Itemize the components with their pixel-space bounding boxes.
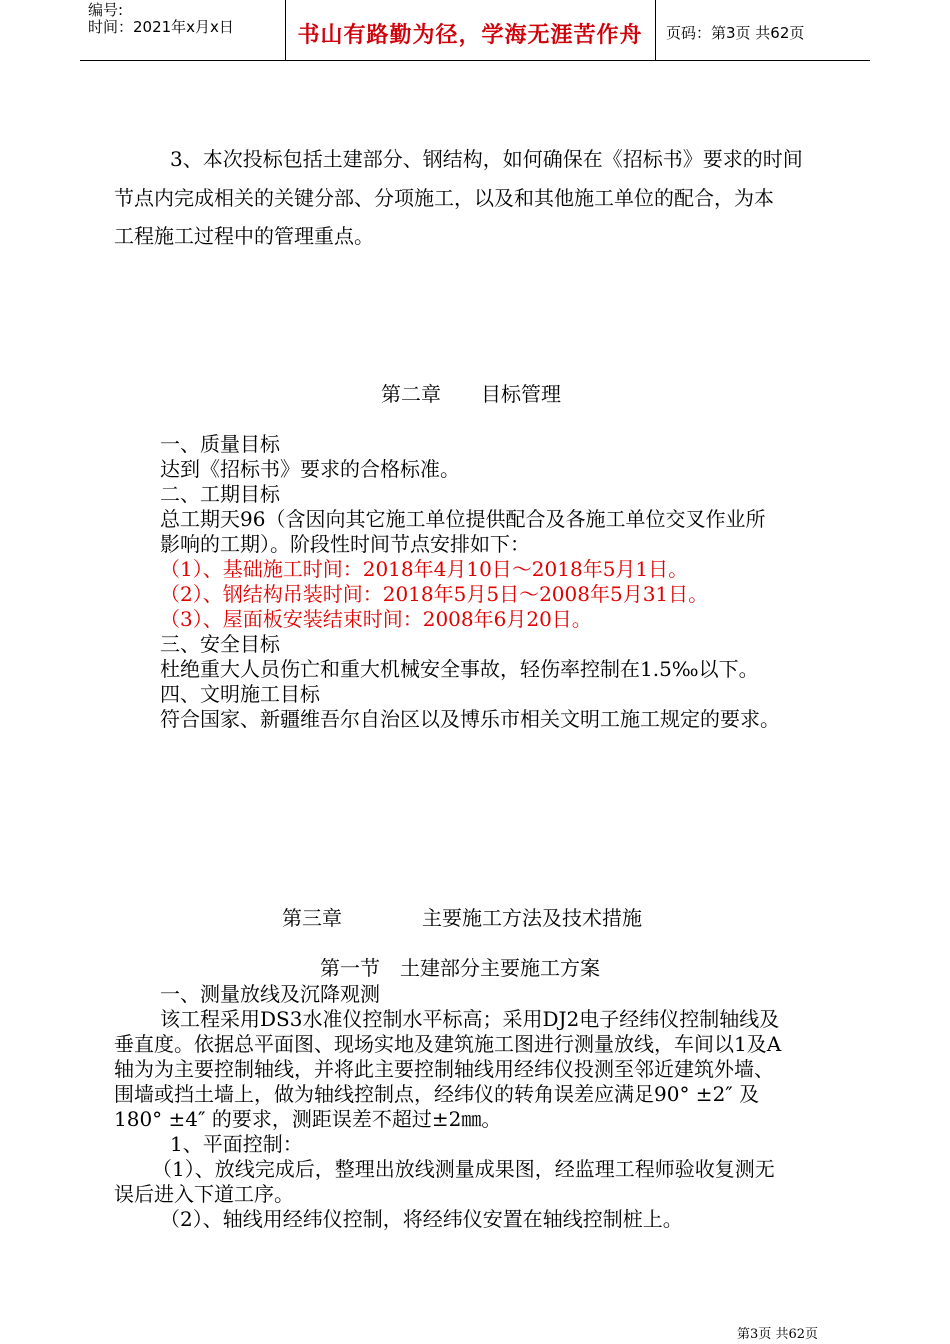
heading-line: 一、测量放线及沉降观测 — [160, 982, 380, 1006]
schedule-line: （3）、屋面板安装结束时间：2008年6月20日。 — [160, 607, 592, 631]
text-line: 误后进入下道工序。 — [114, 1182, 294, 1206]
section-title: 第一节 土建部分主要施工方案 — [320, 956, 600, 980]
header-page-info: 页码：第3页 共62页 — [666, 24, 805, 42]
text-line: 节点内完成相关的关键分部、分项施工，以及和其他施工单位的配合，为本 — [114, 186, 774, 210]
header-divider — [655, 0, 656, 60]
text-line: 工程施工过程中的管理重点。 — [114, 224, 374, 248]
page-footer: 第3页 共62页 — [737, 1327, 818, 1342]
heading-line: 1、平面控制： — [170, 1132, 303, 1156]
text-line: 达到《招标书》要求的合格标准。 — [160, 457, 460, 481]
chapter-title: 第三章 主要施工方法及技术措施 — [282, 906, 642, 930]
header-number-label: 编号: — [88, 1, 124, 19]
text-line: （2）、轴线用经纬仪控制，将经纬仪安置在轴线控制桩上。 — [160, 1207, 683, 1231]
header-motto: 书山有路勤为径，学海无涯苦作舟 — [297, 23, 643, 48]
header-rule — [80, 60, 870, 61]
header-time-label: 时间：2021年x月x日 — [88, 18, 234, 36]
text-line: 垂直度。依据总平面图、现场实地及建筑施工图进行测量放线，车间以1及A — [114, 1032, 782, 1056]
text-line: 影响的工期）。阶段性时间节点安排如下： — [160, 532, 530, 556]
text-line: 杜绝重大人员伤亡和重大机械安全事故，轻伤率控制在1.5‰以下。 — [160, 657, 759, 681]
text-line: 3、本次投标包括土建部分、钢结构，如何确保在《招标书》要求的时间 — [170, 147, 803, 171]
header-meta — [88, 2, 234, 36]
text-line: 总工期天96（含因向其它施工单位提供配合及各施工单位交叉作业所 — [160, 507, 766, 531]
heading-line: 二、工期目标 — [160, 482, 280, 506]
text-line: 轴为为主要控制轴线，并将此主要控制轴线用经纬仪投测至邻近建筑外墙、 — [114, 1057, 774, 1081]
heading-line: 四、文明施工目标 — [160, 682, 320, 706]
text-line: （1）、放线完成后，整理出放线测量成果图，经监理工程师验收复测无 — [152, 1157, 775, 1181]
text-line: 该工程采用DS3水准仪控制水平标高；采用DJ2电子经纬仪控制轴线及 — [160, 1007, 780, 1031]
text-line: 180° ±4″ 的要求，测距误差不超过±2㎜。 — [114, 1107, 502, 1131]
schedule-line: （1）、基础施工时间：2018年4月10日～2018年5月1日。 — [160, 557, 689, 581]
text-line: 符合国家、新疆维吾尔自治区以及博乐市相关文明工施工规定的要求。 — [160, 707, 780, 731]
chapter-title: 第二章 目标管理 — [381, 382, 561, 406]
schedule-line: （2）、钢结构吊装时间：2018年5月5日～2008年5月31日。 — [160, 582, 709, 606]
heading-line: 三、安全目标 — [160, 632, 280, 656]
page-header — [80, 0, 870, 62]
text-line: 围墙或挡土墙上，做为轴线控制点，经纬仪的转角误差应满足90° ±2″ 及 — [114, 1082, 760, 1106]
heading-line: 一、质量目标 — [160, 432, 280, 456]
